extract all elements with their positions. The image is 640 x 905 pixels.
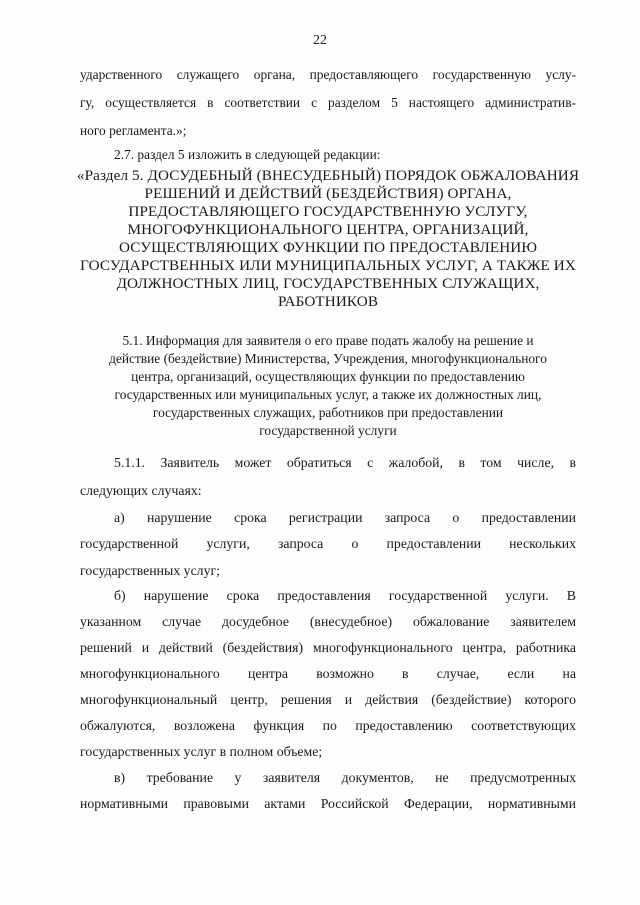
section-heading-line: ПРЕДОСТАВЛЯЮЩЕГО ГОСУДАРСТВЕННУЮ УСЛУГУ, bbox=[128, 203, 528, 220]
subsection-heading-line: действие (бездействие) Министерства, Учреждения, многофункционального bbox=[109, 351, 547, 366]
section-heading-line: РАБОТНИКОВ bbox=[277, 293, 379, 310]
list-item-line: решений и действий (бездействия) многофункционального центра, работника bbox=[80, 640, 576, 655]
subsection-heading-line: центра, организаций, осуществляющих функции по предоставлению bbox=[131, 369, 525, 384]
list-item-line: государственных услуг; bbox=[80, 563, 220, 578]
list-item-line: нормативными правовыми актами Российской Федерации, нормативными bbox=[80, 796, 576, 811]
page-number: 22 bbox=[313, 33, 327, 48]
body-line: гу, осуществляется в соответствии с разделом 5 настоящего административ- bbox=[80, 95, 576, 110]
section-heading-line: ДОЛЖНОСТНЫХ ЛИЦ, ГОСУДАРСТВЕННЫХ СЛУЖАЩИХ, bbox=[116, 275, 540, 292]
section-heading-line: ОСУЩЕСТВЛЯЮЩИХ ФУНКЦИИ ПО ПРЕДОСТАВЛЕНИЮ bbox=[118, 239, 538, 256]
list-item-line: многофункционального центра возможно в случае, если на bbox=[80, 666, 576, 681]
section-heading-line: «Раздел 5. ДОСУДЕБНЫЙ (ВНЕСУДЕБНЫЙ) ПОРЯДОК ОБЖАЛОВАНИЯ bbox=[76, 167, 580, 184]
body-line: ного регламента.»; bbox=[80, 123, 187, 138]
subsection-heading-line: государственных служащих, работников при предоставлении bbox=[152, 405, 504, 420]
list-item-line: обжалуются, возложена функция по предоставлению соответствующих bbox=[80, 718, 576, 733]
clause-text: 2.7. раздел 5 изложить в следующей редакции: bbox=[114, 147, 381, 162]
paragraph-line: 5.1.1. Заявитель может обратиться с жалобой, в том числе, в bbox=[114, 455, 576, 470]
list-item-line: государственных услуг в полном объеме; bbox=[80, 744, 323, 759]
section-heading-line: ГОСУДАРСТВЕННЫХ ИЛИ МУНИЦИПАЛЬНЫХ УСЛУГ, А ТАКЖЕ ИХ bbox=[80, 257, 576, 274]
list-item-line: б) нарушение срока предоставления государственной услуги. В bbox=[114, 588, 576, 603]
subsection-heading-line: государственной услуги bbox=[259, 423, 397, 438]
list-item-line: а) нарушение срока регистрации запроса о предоставлении bbox=[114, 510, 576, 525]
list-item-line: государственной услуги, запроса о предоставлении нескольких bbox=[80, 536, 576, 551]
list-item-line: многофункциональный центр, решения и действия (бездействие) которого bbox=[80, 692, 576, 707]
list-item-line: указанном случае досудебное (внесудебное) обжалование заявителем bbox=[80, 614, 576, 629]
subsection-heading-line: 5.1. Информация для заявителя о его праве подать жалобу на решение и bbox=[122, 333, 534, 348]
body-line: ударственного служащего органа, предоставляющего государственную услу- bbox=[80, 67, 576, 82]
list-item-line: в) требование у заявителя документов, не предусмотренных bbox=[114, 770, 576, 785]
paragraph-line: следующих случаях: bbox=[80, 483, 202, 498]
section-heading-line: РЕШЕНИЙ И ДЕЙСТВИЙ (БЕЗДЕЙСТВИЯ) ОРГАНА, bbox=[144, 185, 512, 202]
section-heading-line: МНОГОФУНКЦИОНАЛЬНОГО ЦЕНТРА, ОРГАНИЗАЦИЙ, bbox=[127, 221, 529, 238]
subsection-heading-line: государственных или муниципальных услуг, а также их должностных лиц, bbox=[114, 387, 542, 402]
